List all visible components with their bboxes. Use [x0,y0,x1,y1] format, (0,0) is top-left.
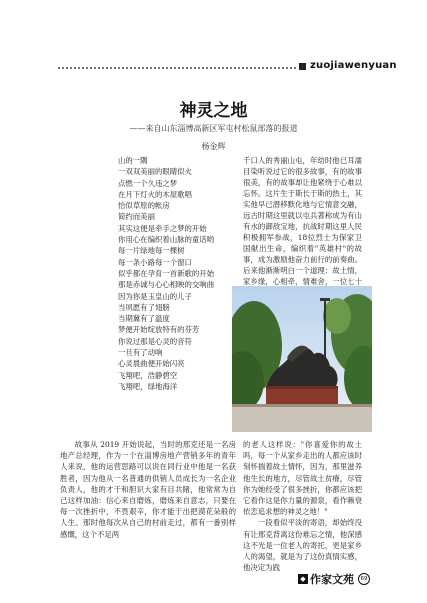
poem-line: 山的一隅 [118,156,148,165]
poem-line: 点燃一个久违之梦 [118,178,178,188]
page-number: 69 [358,573,370,585]
poem-line: 心灵晨曲便开始闪亮 [118,359,185,369]
poem-line: 当夙愿有了翅膀 [118,302,170,312]
poem-line: 恰似草原的帐房 [118,201,170,211]
poem-line: 似乎都在孕育一首新歌的开始 [118,268,215,278]
header-dotted-rule [58,67,296,69]
body-text-bottom-left [60,439,236,540]
poem-line: 飞翔吧，绿地海洋 [118,381,178,391]
poem [118,155,233,392]
page-footer [298,571,370,587]
footer-logo-icon: ◆ [298,574,308,584]
body-text-right-top: 千口人的秀丽山屯，年幼时他已耳濡目染听说过它的很多故事，有的故事很美，有的故事却让他紧绕于心难以忘怀。这片生于斯长于斯的热土，其实他早已潜移默化地与它情意交融，远古时期这里就以屯兵著称成为有山有水的御敌宝地，抗战时期这里人民积极拥军参战，18位烈士为保家卫国献出生命，编织着"英雄村"的故事，成为激励他奋力前行的前奏曲。后来他渐渐明白一个道理：故土情，家乡缘，心相牵，情难舍，一位七十 [243,156,362,286]
poem-line: 其实这便是牵手之梦的开始 [118,223,207,233]
article-title: 神灵之地 [179,101,248,121]
poem-line: 在月下灯火的木屋歌唱 [118,189,192,199]
poem-line: 飞翔吧，浩静碧空 [118,370,178,380]
header-square-icon [299,63,306,70]
monument-photo [232,286,372,432]
section-tag: zuojiawenyuan [310,60,397,71]
poem-line: 那是赤诚与心心相映的交响曲 [118,280,215,290]
poem-line: 一双双美丽的眼睛似火 [118,167,192,177]
poem-line: 简约而美丽 [118,212,155,222]
paragraph: 的老人这样说："你喜爱你的故土吗，每一个从家乡走出的人都应该时刻怀揣着故土情怀，因为，那里滋养他生长的地方，尽管故土贫瘠，尽管你为她经受了很多挫折，你都应该把它看作这是你力量的源泉，看作赖衰依恋追求想的神灵之地！" [243,440,362,517]
poem-line: 当期冀有了温度 [118,314,170,324]
paragraph: 一段看似平淡的寄语，却始终没有让邢克背离这份难忘之情，他深感这不光是一位老人的寄托，更是家乡人的渴望，就是为了这份真情实感，他决定为践 [243,518,362,573]
poem-line: 每一片绿地每一棵树 [118,246,185,256]
poem-line: 你说过那是心灵的音符 [118,336,192,346]
footer-title: 作家文苑 [310,573,354,586]
article-subtitle: ——来自山东淄博高新区军屯村松鼠部落的报道 [129,124,298,133]
poem-line: 你用心在编织着山脉的童话哟 [118,235,215,245]
poem-line: 一旦有了动响 [118,348,163,358]
poem-line: 因为你是玉皇山的儿子 [118,291,192,301]
paragraph: 故事从 2019 开始说起，当时的邢克还是一名房地产总经理，作为一个在淄博房地产营销多年的青年人来说，他的运营思路可以说在同行业中他是一名获胜者，因为他从一名普通的供销人员成长为一名企业负责人，他的才干和胆识大家有目共睹，他常常为自己这样加油：信心来自磨炼，磨炼来自意志，只要在每一次挫折中，不畏艰辛，你才能于出把漠花朵般的人生。那时他每次从自己的村前走过，都有一番别样感慨，这个不足两 [60,440,236,539]
body-text-bottom-right [243,439,362,573]
poem-line: 每一条小路每一个窗口 [118,257,192,267]
article-author: 杨金辉 [201,142,226,151]
poem-line: 梦便开始绽放特有的芬芳 [118,325,200,335]
